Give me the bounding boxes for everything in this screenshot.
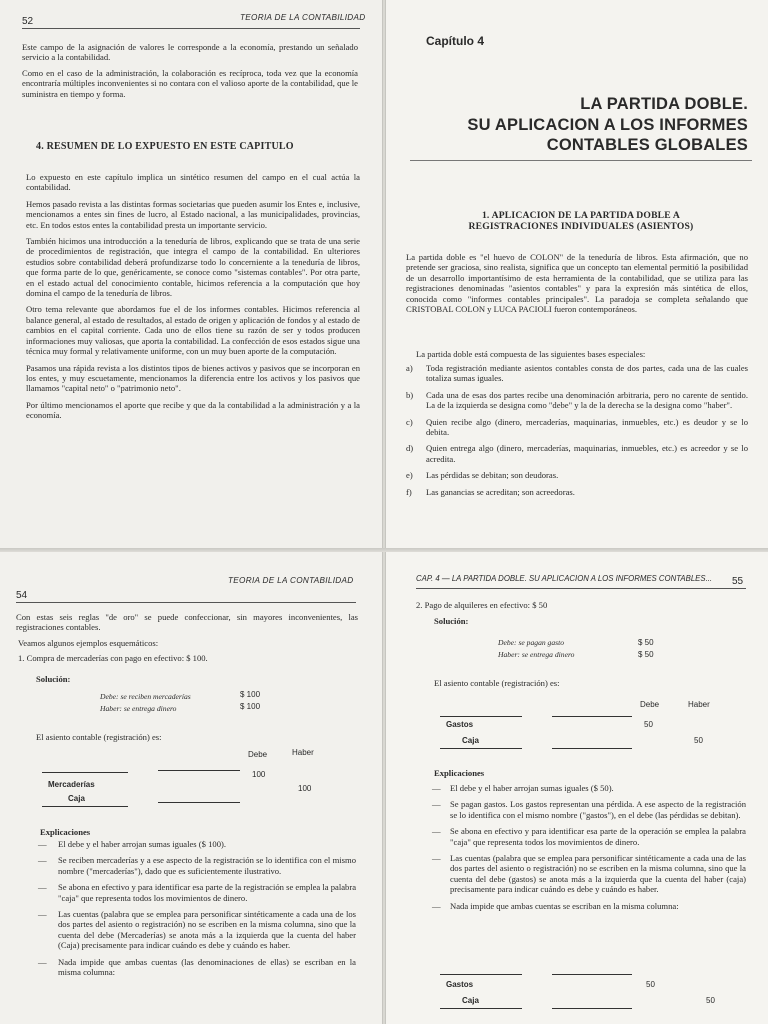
running-head: TEORIA DE LA CONTABILIDAD: [228, 576, 354, 585]
column-header-debe: Debe: [640, 700, 660, 709]
list-item: [406, 470, 748, 480]
running-head: CAP. 4 — LA PARTIDA DOBLE. SU APLICACION A LOS INFORMES CONTABLES...: [416, 574, 713, 583]
dash-marker: —: [38, 855, 47, 866]
title-line: LA PARTIDA DOBLE.: [580, 95, 748, 113]
asiento-label: El asiento contable (registración) es:: [434, 678, 560, 688]
haber-value: 100: [298, 784, 312, 793]
example-title: 1. Compra de mercaderías con pago en efectivo: $ 100.: [18, 653, 208, 663]
list-text: Se reciben mercaderías y a ese aspecto de la registración se lo identifica con el mismo nombre ("mercaderías"), dado que es suficientemente ilustrativo.: [58, 855, 356, 876]
list-text: Quien recibe algo (dinero, mercaderías, maquinarias, inmuebles, etc.) es deudor y se lo debita.: [426, 416, 748, 438]
asiento-label: El asiento contable (registración) es:: [36, 732, 162, 742]
title-line: SU APLICACION A LOS INFORMES: [467, 115, 748, 134]
lead-paragraph: Veamos algunos ejemplos esquemáticos:: [18, 638, 159, 648]
list-text: Quien entrega algo (dinero, mercaderías, maquinarias, inmuebles, etc.) es acreedor y se lo acredita.: [426, 443, 748, 464]
header-rule: [16, 602, 356, 603]
section-heading-line: 1. APLICACION DE LA PARTIDA DOBLE A: [481, 210, 681, 221]
list-text: Cada una de esas dos partes recibe una denominación arbitraria, pero no carente de sentido. La de la izquierda se designa como "debe" y la de la derecha se la designa como "haber".: [426, 389, 748, 411]
list-item: [406, 443, 748, 464]
dash-marker: —: [38, 882, 47, 893]
list-marker: c): [406, 416, 413, 427]
list-item: [432, 901, 746, 911]
list-item: [432, 799, 746, 820]
chapter-label: Capítulo 4: [426, 34, 485, 48]
paragraph: Por último mencionamos el aporte que recibe y que da la contabilidad a la administración y a la economía.: [26, 399, 360, 421]
entry-rule: [158, 770, 240, 771]
lead-paragraph: La partida doble está compuesta de las siguientes bases especiales:: [416, 349, 646, 359]
list-text: Las cuentas (palabra que se emplea para personificar sintéticamente a cada una de los dos partes del asiento o registración) no se escriben en la misma columna, sino que la cuenta del debe (Mercaderías) se anota más a la izquierda que la cuenta del haber (Caja) precisamente para indicar cuándo es debe y cuándo es haber.: [58, 909, 356, 951]
list-marker: f): [406, 486, 412, 497]
dash-marker: —: [432, 900, 441, 911]
column-header-haber: Haber: [688, 700, 710, 709]
account-haber: Caja: [462, 996, 479, 1005]
list-text: El debe y el haber arrojan sumas iguales ($ 100).: [58, 839, 226, 849]
dash-marker: —: [432, 783, 441, 793]
chapter-title: [426, 94, 748, 156]
list-text: El debe y el haber arrojan sumas iguales ($ 50).: [450, 783, 614, 793]
column-header-debe: Debe: [248, 750, 268, 759]
amount: $ 50: [638, 638, 654, 647]
list-item: [406, 487, 748, 497]
page-52: [0, 0, 382, 548]
entry-rule: [552, 716, 632, 717]
account-debe: Gastos: [446, 980, 474, 989]
paragraph: También hicimos una introducción a la teneduría de libros, explicando que se trata de una serie de procedimientos de registración, que integra el campo de la contabilidad. En ulteriores estudios sobre contabilidad deberá profundizarse todo lo concerniente a la teneduría de libros, que forma parte de lo que, genéricamente, se conoce como "sistemas contables". Por otra parte, en el estado actual del conocimiento contable, hicimos referencia a la computación que hoy domina el campo de la teneduría de libros.: [26, 236, 360, 299]
dash-marker: —: [38, 909, 47, 920]
list-marker: a): [406, 363, 413, 373]
list-item: [406, 417, 748, 438]
haber-value: 50: [706, 996, 715, 1005]
running-head: TEORIA DE LA CONTABILIDAD: [240, 13, 366, 22]
solution-label: Solución:: [434, 616, 469, 626]
summary-body: [26, 172, 360, 421]
amount: $ 100: [240, 702, 261, 711]
entry-rule: [552, 1008, 632, 1009]
entry-rule: [158, 802, 240, 803]
example-title: 2. Pago de alquileres en efectivo: $ 50: [416, 600, 548, 610]
paragraph: Hemos pasado revista a las distintas formas societarias que pueden asumir los Entes e, inclusive, mencionamos a entes sin fines de lucro, al Estado nacional, a las municipalidades, provincias, etc. En todos estos entes la contabilidad presta un importante servicio.: [26, 198, 360, 230]
list-text: Las ganancias se acreditan; son acreedoras.: [426, 486, 575, 497]
list-item: [432, 826, 746, 847]
list-item: [38, 855, 356, 876]
explanations-heading: Explicaciones: [40, 827, 91, 837]
section-heading-line: REGISTRACIONES INDIVIDUALES (ASIENTOS): [468, 221, 694, 232]
intro-paragraph: Este campo de la asignación de valores le corresponde a la economía, prestando un señalado servicio a la contabilidad.: [22, 42, 358, 63]
debe-value: 50: [644, 720, 653, 729]
paragraph: Lo expuesto en este capítulo implica un sintético resumen del campo en el cual actúa la contabilidad.: [26, 172, 360, 193]
section-heading: 4. RESUMEN DE LO EXPUESTO EN ESTE CAPITULO: [36, 141, 294, 152]
explanations-list: [38, 839, 356, 977]
list-text: Se pagan gastos. Los gastos representan una pérdida. A ese aspecto de la registración se lo identifica con el mismo nombre ("gastos"), en el debe (las pérdidas se debitan).: [450, 799, 746, 820]
amount: $ 50: [638, 650, 654, 659]
account-debe: Mercaderías: [48, 780, 95, 789]
column-header-haber: Haber: [292, 748, 314, 757]
debe-value: 100: [252, 770, 266, 779]
section-heading: [410, 210, 752, 232]
intro-paragraph: La partida doble es "el huevo de COLON" de la teneduría de libros. Esta afirmación, que no pretende ser graciosa, sino realista, significa que un concepto tan elemental permitió la posibilidad de un desarrollo importantísimo de esta herramienta de la contabilidad, que se utiliza para las registraciones denominadas "asientos contables" y para la expresión más sintética de ellos, conocida como "informes contables principales". La paradoja se completa señalando que CRISTOBAL COLON y LUCA PACIOLI fueron contemporáneos.: [406, 252, 748, 315]
haber-value: 50: [694, 736, 703, 745]
header-rule: [416, 588, 746, 589]
intro-paragraph: Como en el caso de la administración, la colaboración es recíproca, toda vez que la economía encontraría múltiples inconvenientes si no contara con el valioso aporte de la contabilidad, que le suministra en tiempo y forma.: [22, 68, 358, 99]
dash-marker: —: [38, 956, 47, 967]
list-item: [38, 882, 356, 903]
list-text: Las cuentas (palabra que se emplea para personificar sintéticamente a cada una de las dos partes del asiento o registración) no se escriben en la misma columna, sino que la cuenta del debe (gastos) se anota más a la izquierda que la cuenta del haber (caja) precisamente para indicar cuándo es debe y cuándo es haber.: [450, 853, 746, 895]
dash-marker: —: [432, 826, 441, 837]
paragraph: Pasamos una rápida revista a los distintos tipos de bienes activos y pasivos que se incorporan en los entes, y muy escuetamente, mencionamos la diferencia entre los activos y los pasivos que llamamos "capital neto" o "patrimonio neto".: [26, 362, 360, 394]
entry-rule: [440, 1008, 522, 1009]
list-text: Nada impide que ambas cuentas (las denominaciones de ellas) se escriban en la misma columna:: [58, 956, 356, 978]
list-marker: e): [406, 470, 413, 481]
list-text: Nada impide que ambas cuentas se escriban en la misma columna:: [450, 900, 679, 911]
entry-rule: [440, 748, 522, 749]
page-number: 55: [732, 576, 744, 587]
title-rule: [410, 160, 752, 161]
list-text: Se abona en efectivo y para identificar esa parte de la registración se emplea la palabra "caja" que representa todos los movimientos de dinero.: [58, 882, 357, 903]
entry-rule: [552, 748, 632, 749]
debe-line: Debe: se reciben mercaderías: [100, 692, 191, 701]
list-marker: b): [406, 389, 414, 400]
list-item: [38, 839, 356, 849]
account-debe: Gastos: [446, 720, 474, 729]
list-item: [38, 909, 356, 951]
list-text: Toda registración mediante asientos contables consta de dos partes, cada una de las cuales totaliza sumas iguales.: [426, 363, 748, 384]
list-text: Las pérdidas se debitan; son deudoras.: [426, 470, 559, 481]
haber-line: Haber: se entrega dinero: [100, 704, 177, 713]
account-haber: Caja: [68, 794, 85, 803]
intro-paragraph: Con estas seis reglas "de oro" se puede confeccionar, sin mayores inconvenientes, las registraciones contables.: [16, 612, 358, 633]
entry-rule: [440, 974, 522, 975]
haber-line: Haber: se entrega dinero: [498, 650, 575, 659]
paragraph: Otro tema relevante que abordamos fue el de los informes contables. Hicimos referencia al balance general, al estado de resultados, al estado de origen y aplicación de fondos y al estado de cambios en el capital corriente. Cada uno de ellos tiene su razón de ser y todos producen informaciones muy valiosas, que aporta la contabilidad. La confección de esos estados sigue una técnica muy formal y relativamente uniforme, con un muy buen aporte de la computación.: [26, 304, 360, 357]
page-54: [0, 552, 382, 1024]
dash-marker: —: [432, 799, 441, 810]
entry-rule: [42, 806, 128, 807]
amount: $ 100: [240, 690, 261, 699]
list-item: [432, 783, 746, 793]
list-item: [406, 363, 748, 384]
page-number: 54: [16, 590, 28, 601]
explanations-heading: Explicaciones: [434, 768, 485, 778]
solution-label: Solución:: [36, 674, 71, 684]
page-number: 52: [22, 16, 34, 27]
rules-list: [406, 363, 748, 497]
entry-rule: [552, 974, 632, 975]
entry-rule: [42, 772, 128, 773]
list-item: [38, 957, 356, 978]
entry-rule: [440, 716, 522, 717]
debe-line: Debe: se pagan gasto: [498, 638, 565, 647]
list-marker: d): [406, 443, 414, 454]
list-text: Se abona en efectivo y para identificar esa parte de la operación se emplea la palabra "caja" que representa todos los movimientos de dinero.: [450, 826, 746, 847]
header-rule: [22, 28, 360, 29]
debe-value: 50: [646, 980, 655, 989]
list-item: [406, 390, 748, 411]
dash-marker: —: [432, 853, 441, 864]
dash-marker: —: [38, 839, 47, 849]
page-55: [386, 552, 768, 1024]
explanations-list: [432, 783, 746, 911]
title-line: CONTABLES GLOBALES: [546, 136, 748, 154]
page-53: [386, 0, 768, 548]
account-haber: Caja: [462, 736, 479, 745]
list-item: [432, 853, 746, 895]
